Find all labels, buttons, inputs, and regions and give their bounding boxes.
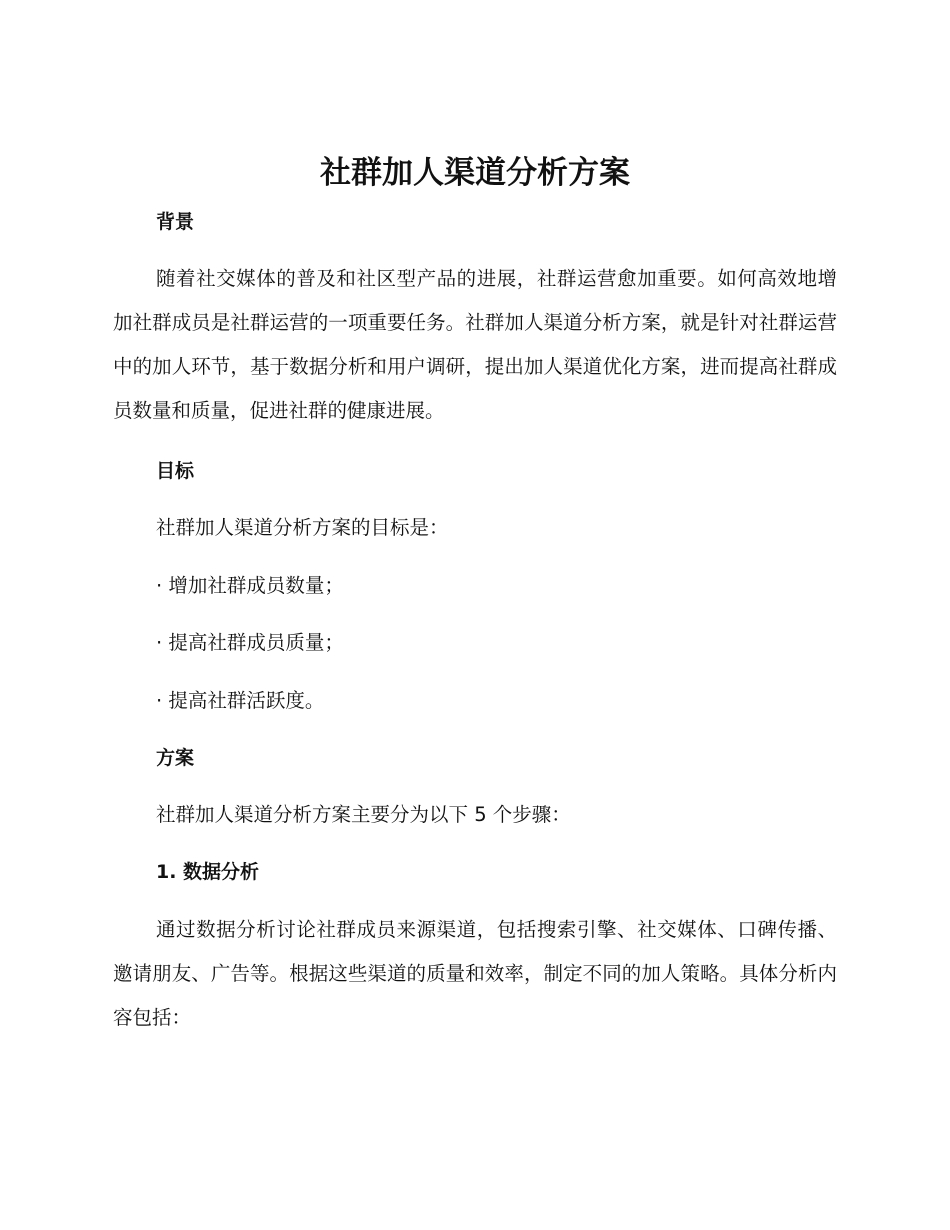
plan-intro: 社群加人渠道分析方案主要分为以下 5 个步骤： [156, 803, 571, 826]
document-title: 社群加人渠道分析方案 [320, 155, 630, 191]
goal-list-item: · 提高社群活跃度。 [156, 689, 325, 712]
section-heading-goal: 目标 [156, 460, 195, 482]
goal-list-item: · 增加社群成员数量； [156, 574, 344, 597]
goal-list-item: · 提高社群成员质量； [156, 631, 344, 654]
background-paragraph: 随着社交媒体的普及和社区型产品的进展，社群运营愈加重要。如何高效地增加社群成员是社群运营的一项重要任务。社群加人渠道分析方案，就是针对社群运营中的加人环节，基于数据分析和用户调研，提出加人渠道优化方案，进而提高社群成员数量和质量，促进社群的健康进展。 [113, 267, 837, 422]
data-analysis-paragraph: 通过数据分析讨论社群成员来源渠道，包括搜索引擎、社交媒体、口碑传播、邀请朋友、广告等。根据这些渠道的质量和效率，制定不同的加人策略。具体分析内容包括： [113, 918, 837, 1029]
goal-intro: 社群加人渠道分析方案的目标是： [156, 516, 449, 539]
section-heading-plan: 方案 [156, 747, 195, 769]
step-heading-data-analysis: 1. 数据分析 [156, 861, 260, 883]
section-heading-background: 背景 [156, 211, 195, 233]
